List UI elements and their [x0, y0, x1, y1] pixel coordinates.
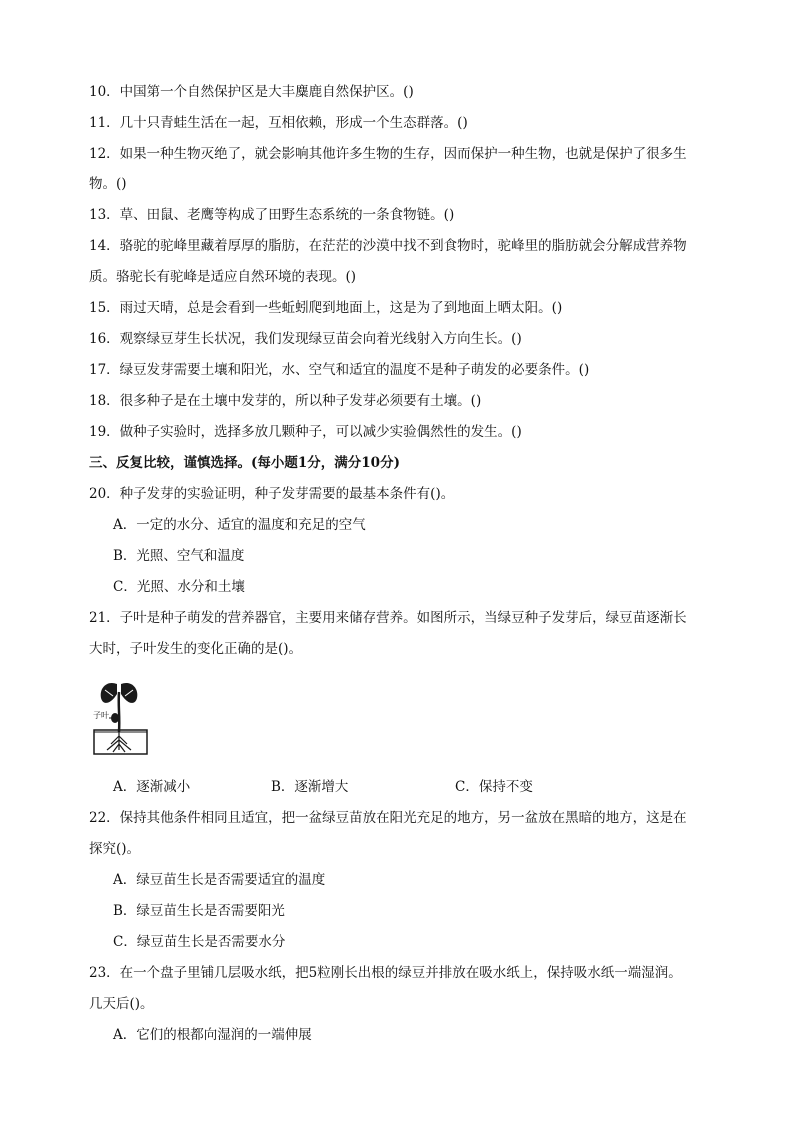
- question-23-stem-line-1: 23．在一个盘子里铺几层吸水纸，把5粒刚长出根的绿豆并排放在吸水纸上，保持吸水纸一端湿润。: [89, 965, 682, 981]
- question-19: 19．做种子实验时，选择多放几颗种子，可以减少实验偶然性的发生。(): [89, 424, 522, 440]
- question-22-stem-line-1: 22．保持其他条件相同且适宜，把一盆绿豆苗放在阳光充足的地方，另一盆放在黑暗的地方，这是在: [89, 810, 687, 826]
- question-22-stem-line-2: 探究()。: [89, 841, 141, 857]
- question-21-option-a: A．逐渐减小: [113, 779, 191, 795]
- question-11: 11．几十只青蛙生活在一起，互相依赖，形成一个生态群落。(): [89, 115, 468, 131]
- question-20-option-b: B．光照、空气和温度: [113, 548, 245, 564]
- question-20-stem: 20．种子发芽的实验证明，种子发芽需要的最基本条件有()。: [89, 486, 455, 502]
- question-12-line-2: 物。(): [89, 176, 127, 192]
- question-10: 10．中国第一个自然保护区是大丰麋鹿自然保护区。(): [89, 84, 414, 100]
- question-15: 15．雨过天晴，总是会看到一些蚯蚓爬到地面上，这是为了到地面上晒太阳。(): [89, 300, 563, 316]
- question-22-option-a: A．绿豆苗生长是否需要适宜的温度: [113, 872, 326, 888]
- question-21-option-c: C．保持不变: [455, 779, 533, 795]
- question-21-stem-line-2: 大时，子叶发生的变化正确的是()。: [89, 641, 303, 657]
- question-18: 18．很多种子是在土壤中发芽的，所以种子发芽必须要有土壤。(): [89, 393, 482, 409]
- question-21-stem-line-1: 21．子叶是种子萌发的营养器官，主要用来储存营养。如图所示，当绿豆种子发芽后，绿豆苗逐渐长: [89, 610, 687, 626]
- question-20-option-a: A．一定的水分、适宜的温度和充足的空气: [113, 517, 366, 533]
- question-14-line-2: 质。骆驼长有驼峰是适应自然环境的表现。(): [89, 269, 357, 285]
- question-23-stem-line-2: 几天后()。: [89, 996, 154, 1012]
- seedling-figure: [93, 678, 148, 756]
- question-16: 16．观察绿豆芽生长状况，我们发现绿豆苗会向着光线射入方向生长。(): [89, 331, 522, 347]
- question-14-line-1: 14．骆驼的驼峰里藏着厚厚的脂肪，在茫茫的沙漠中找不到食物时，驼峰里的脂肪就会分解成营养物: [89, 238, 687, 254]
- question-23-option-a: A．它们的根都向湿润的一端伸展: [113, 1027, 312, 1043]
- question-20-option-c: C．光照、水分和土壤: [113, 579, 245, 595]
- question-12-line-1: 12．如果一种生物灭绝了，就会影响其他许多生物的生存，因而保护一种生物，也就是保护了很多生: [89, 146, 687, 162]
- question-13: 13．草、田鼠、老鹰等构成了田野生态系统的一条食物链。(): [89, 207, 455, 223]
- question-21-option-b: B．逐渐增大: [271, 779, 349, 795]
- question-17: 17．绿豆发芽需要土壤和阳光，水、空气和适宜的温度不是种子萌发的必要条件。(): [89, 362, 590, 378]
- section-heading: 三、反复比较，谨慎选择。(每小题1分，满分10分): [89, 455, 400, 471]
- cotyledon-label: 子叶: [93, 711, 109, 720]
- question-22-option-b: B．绿豆苗生长是否需要阳光: [113, 903, 285, 919]
- question-22-option-c: C．绿豆苗生长是否需要水分: [113, 934, 286, 950]
